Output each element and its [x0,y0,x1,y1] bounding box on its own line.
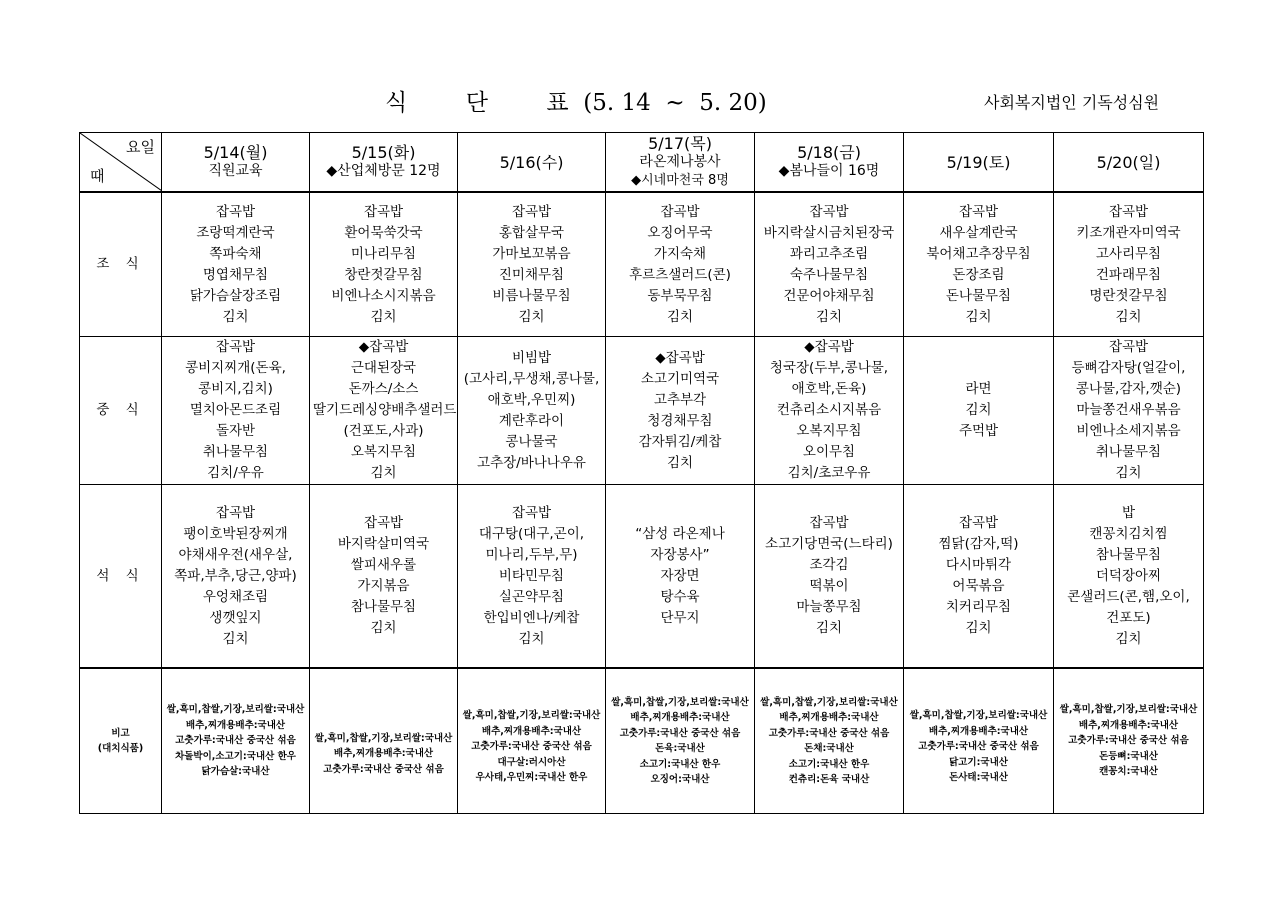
day-header-cell [162,133,310,193]
origin-info-item: 돈육:국내산 [655,743,705,754]
menu-item: 김치 [1115,308,1142,325]
menu-item: 새우살계란국 [939,224,1018,241]
page-title: 식 단 표 (5. 14 ~ 5. 20) [385,90,767,116]
menu-item: 찜닭(감자,떡) [938,536,1019,552]
menu-item: 오복지무침 [796,423,862,439]
menu-item: 건문어야채무침 [783,287,875,304]
menu-item: 취나물무침 [1095,444,1162,460]
menu-item: 단무지 [660,609,700,626]
origin-info-cell [904,668,1054,814]
menu-item: 캔꽁치김치찜 [1089,525,1168,542]
menu-item: 비름나물무침 [492,287,571,304]
menu-cell [755,337,904,485]
menu-item: 쌀피새우롤 [350,557,417,573]
origin-info-item: 배추,찌개용배추:국내산 [630,712,730,723]
menu-item: 김치 [370,620,397,636]
menu-item: 잡곡밥 [511,504,552,521]
menu-item: 환어묵쑥갓국 [344,224,423,241]
origin-info-item: 닭가슴살:국내산 [201,766,270,778]
origin-info-item: 닭고기:국내산 [949,756,1008,768]
menu-item: ◆잡곡밥 [804,339,854,355]
menu-item: 취나물무침 [202,444,269,460]
menu-item: 비엔나소시지볶음 [331,287,436,304]
day-event-note: ◆봄나들이 16명 [778,163,880,179]
menu-item: 감자튀김/케찹 [638,433,722,450]
menu-item: 마늘쫑건새우볶음 [1076,402,1181,418]
menu-item: 닭가슴살장조림 [189,287,282,304]
day-header-cell [904,133,1054,193]
menu-cell [904,337,1054,485]
meal-label: 조 식 [80,192,162,337]
menu-item: 청경채무침 [647,412,713,429]
origin-info-item: 배추,찌개용배추:국내산 [1078,719,1179,731]
menu-item: 참나물무침 [350,599,417,615]
menu-item: 고추부각 [653,391,707,408]
menu-cell [606,485,755,669]
origin-info-item: 쌀,흑미,찹쌀,기장,보리쌀:국내산 [760,696,898,708]
day-header-cell [458,133,606,193]
origin-info-item: 배추,찌개용배추:국내산 [928,725,1029,737]
menu-item: 잡곡밥 [215,504,256,521]
menu-item: 꽈리고추조림 [789,245,869,262]
menu-item: 김치 [518,308,545,325]
menu-item: 돈나물무침 [945,287,1012,304]
origin-info-item: 대구살:러시아산 [497,756,566,768]
origin-info-item: 고춧가루:국내산 중국산 섞음 [619,727,741,739]
menu-item: 비엔나소세지볶음 [1076,423,1181,439]
menu-item: 창란젓갈무침 [344,266,423,283]
menu-item: 컨츄리소시지볶음 [776,402,882,418]
menu-item: 콩나물국 [505,433,558,450]
menu-item: 조랑떡계란국 [196,224,275,241]
menu-item: 실곤약무침 [498,588,565,605]
menu-item: 참나물무침 [1095,546,1162,563]
menu-item: 후르츠샐러드(콘) [629,266,731,283]
meal-label: 중 식 [80,337,162,485]
menu-item: 잡곡밥 [809,203,849,220]
menu-item: 조각김 [809,557,849,573]
menu-cell [458,485,606,669]
menu-item: 돈장조림 [952,266,1005,283]
menu-item: 밥 [1121,504,1136,521]
menu-item: 근대된장국 [350,360,417,376]
menu-item: 김치 [965,308,992,325]
menu-item: 김치 [1115,630,1142,647]
day-event-note: ◆산업체방문 12명 [326,163,441,179]
menu-item: 등뼈감자탕(얼갈이,콩나물,감자,깻순) [1071,360,1186,397]
day-axis-label: 요일 [126,138,155,156]
menu-cell [458,192,606,337]
menu-item: 계란후라이 [498,412,565,429]
origin-info-item: 돈등뼈:국내산 [1099,750,1158,762]
origin-info-cell [162,668,310,814]
origin-info-item: 배추,찌개용배추:국내산 [779,712,879,723]
menu-item: 김치 [370,308,397,325]
origin-info-item: 고춧가루:국내산 중국산 섞음 [323,763,444,775]
day-date: 5/15(화) [351,143,416,162]
menu-item: 가마보꼬볶음 [492,245,571,262]
menu-item: 잡곡밥 [809,515,849,531]
day-header-cell [1054,133,1204,193]
menu-item: “삼성 라온제나 [635,525,725,542]
menu-item: 고추장/바나나우유 [477,454,586,471]
origin-info-item: 쌀,흑미,찹쌀,기장,보리쌀:국내산 [611,696,749,708]
corner-cell [80,133,162,193]
origin-info-cell [606,668,755,814]
menu-item: 김치 [666,308,694,325]
menu-item: 김치/우유 [207,465,264,481]
menu-item: 쪽파숙채 [209,245,262,262]
menu-item: 가지볶음 [357,578,410,594]
menu-item: 돌자반 [215,423,256,439]
notes-label-line: 비고 [111,727,130,739]
origin-info-item: 우사태,우민찌:국내산 한우 [475,772,588,784]
menu-table [79,132,1204,814]
menu-item: 우엉채조림 [202,588,269,605]
menu-item: 김치 [1115,465,1142,481]
day-event-note: 직원교육 [208,163,263,179]
menu-item: 북어채고추장무침 [926,245,1031,262]
menu-cell [162,485,310,669]
menu-item: 잡곡밥 [1108,203,1149,220]
menu-item: 돈까스/소스 [348,381,419,397]
menu-item: 잡곡밥 [1108,339,1149,355]
menu-item: 김치/초코우유 [787,465,871,481]
menu-cell [904,192,1054,337]
menu-item: 야채새우전(새우살,쪽파,부추,당근,양파) [174,546,297,584]
day-date: 5/14(월) [203,143,268,162]
menu-item: 팽이호박된장찌개 [183,525,288,542]
menu-item: 마늘쫑무침 [796,599,862,615]
origin-info-item: 돈사태:국내산 [949,772,1008,784]
menu-cell [310,485,458,669]
menu-item: 명란젓갈무침 [1089,287,1168,304]
menu-item: 동부묵무침 [647,287,713,304]
menu-item: 진미채무침 [498,266,565,283]
menu-cell [755,192,904,337]
menu-item: 미나리무침 [350,245,417,262]
menu-item: 주먹밥 [958,423,999,439]
menu-item: 대구탕(대구,곤이,미나리,두부,무) [478,525,585,563]
notes-label [80,668,162,814]
menu-item: 오복지무침 [350,444,417,460]
menu-item: 잡곡밥 [363,515,404,531]
day-date: 5/18(금) [797,143,861,162]
origin-info-cell [310,668,458,814]
menu-item: 한입비엔나/케찹 [483,609,580,626]
menu-item: 잡곡밥 [660,203,700,220]
menu-item: 잡곡밥 [958,203,999,220]
origin-info-item: 소고기:국내산 한우 [639,758,721,770]
menu-item: 딸기드레싱양배추샐러드(건포도,사과) [313,402,457,439]
menu-item: 더덕장아찌 [1095,567,1162,584]
menu-item: 바지락살미역국 [337,536,430,552]
menu-cell [606,337,755,485]
origin-info-item: 배추,찌개용배추:국내산 [185,719,286,731]
menu-item: 바지락살시금치된장국 [763,224,895,241]
menu-item: 김치 [815,620,843,636]
dinner-row [80,485,1204,669]
menu-item: 김치 [370,465,397,481]
day-date: 5/17(목) [648,134,712,153]
menu-item: 잡곡밥 [958,515,999,531]
origin-info-item: 컨츄리:돈육 국내산 [788,774,870,785]
origin-info-item: 고춧가루:국내산 중국산 섞음 [175,735,296,747]
day-event-note: ◆시네마천국 8명 [631,173,729,188]
origin-info-item: 쌀,흑미,찹쌀,기장,보리쌀:국내산 [462,710,601,722]
day-event-note: 라온제나봉사 [639,154,721,170]
menu-item: 오징어무국 [647,224,713,241]
origin-info-cell [1054,668,1204,814]
origin-info-cell [458,668,606,814]
menu-cell [755,485,904,669]
menu-item: 치커리무침 [945,599,1012,615]
menu-cell [162,192,310,337]
menu-item: 홍합살무국 [498,224,565,241]
menu-item: 김치 [815,308,843,325]
menu-cell [1054,337,1204,485]
menu-item: 잡곡밥 [363,203,404,220]
origin-info-item: 쌀,흑미,찹쌀,기장,보리쌀:국내산 [909,710,1048,722]
menu-item: 명엽채무침 [202,266,269,283]
menu-item: 잡곡밥 [511,203,552,220]
meal-axis-label: 때 [90,167,105,185]
menu-item: 건파래무침 [1095,266,1162,283]
menu-item: 소고기미역국 [640,370,720,387]
menu-item: 키조개관자미역국 [1076,224,1181,241]
menu-cell [606,192,755,337]
day-header-cell [755,133,904,193]
menu-item: 김치 [965,620,992,636]
menu-cell [310,192,458,337]
menu-item: 콩비지찌개(돈육,콩비지,김치) [185,360,286,397]
menu-item: 소고기당면국(느타리) [765,536,893,552]
menu-item: 김치 [222,308,249,325]
day-date: 5/19(토) [946,152,1011,172]
origin-info-item: 돈채:국내산 [804,743,854,754]
origin-info-item: 배추,찌개용배추:국내산 [333,748,434,760]
menu-item: 어묵볶음 [952,578,1005,594]
origin-info-item: 쌀,흑미,찹쌀,기장,보리쌀:국내산 [314,732,453,744]
origin-info-item: 배추,찌개용배추:국내산 [481,725,582,737]
day-header-cell [310,133,458,193]
header-row [80,133,1204,193]
menu-cell [162,337,310,485]
menu-item: 탕수육 [660,588,700,605]
menu-item: ◆잡곡밥 [358,339,409,355]
menu-cell [310,337,458,485]
menu-cell [904,485,1054,669]
menu-item: 오이무침 [802,444,856,460]
origin-info-item: 쌀,흑미,찹쌀,기장,보리쌀:국내산 [166,704,305,716]
menu-item: 청국장(두부,콩나물,애호박,돈육) [769,360,889,397]
origin-info-item: 고춧가루:국내산 중국산 섞음 [471,741,592,753]
menu-item: 잡곡밥 [215,339,256,355]
menu-item: 김치 [965,402,992,418]
day-date: 5/20(일) [1096,152,1161,172]
menu-item: 가지숙채 [653,245,707,262]
menu-item: 멸치아몬드조림 [189,402,282,418]
origin-info-item: 소고기:국내산 한우 [788,758,870,770]
menu-item: 라면 [965,381,992,397]
day-date: 5/16(수) [499,152,564,172]
origin-info-item: 차돌박이,소고기:국내산 한우 [175,750,296,762]
menu-item: 숙주나물무침 [789,266,869,283]
menu-item: 자장면 [660,567,700,584]
menu-cell [1054,192,1204,337]
notes-label-line: (대치식품) [97,743,144,754]
menu-item: 콘샐러드(콘,햄,오이,건포도) [1067,588,1190,626]
menu-item: 김치 [222,630,249,647]
organization-name: 사회복지법인 기독성심원 [984,93,1160,112]
notes-row [80,668,1204,814]
menu-item: 자장봉사” [650,546,710,563]
origin-info-item: 쌀,흑미,찹쌀,기장,보리쌀:국내산 [1059,704,1198,716]
menu-item: 생깻잎지 [209,609,262,626]
menu-cell [458,337,606,485]
origin-info-item: 고춧가루:국내산 중국산 섞음 [1068,735,1189,747]
menu-item: 비빔밥 [511,349,552,366]
menu-item: 김치 [518,630,545,647]
lunch-row [80,337,1204,485]
origin-info-item: 오징어:국내산 [650,774,710,785]
origin-info-item: 캔꽁치:국내산 [1099,766,1158,778]
menu-item: 잡곡밥 [215,203,256,220]
origin-info-item: 고춧가루:국내산 중국산 섞음 [918,741,1039,753]
origin-info-item: 고춧가루:국내산 중국산 섞음 [768,727,890,739]
menu-item: ◆잡곡밥 [655,349,705,366]
menu-item: 떡볶이 [809,578,849,594]
menu-item: (고사리,무생채,콩나물,애호박,우민찌) [463,370,600,408]
meal-label: 석 식 [80,485,162,669]
menu-item: 비타민무침 [498,567,565,584]
origin-info-cell [755,668,904,814]
menu-item: 고사리무침 [1095,245,1162,262]
menu-item: 김치 [666,454,694,471]
day-header-cell [606,133,755,193]
menu-cell [1054,485,1204,669]
breakfast-row [80,192,1204,337]
menu-item: 다시마튀각 [945,557,1012,573]
